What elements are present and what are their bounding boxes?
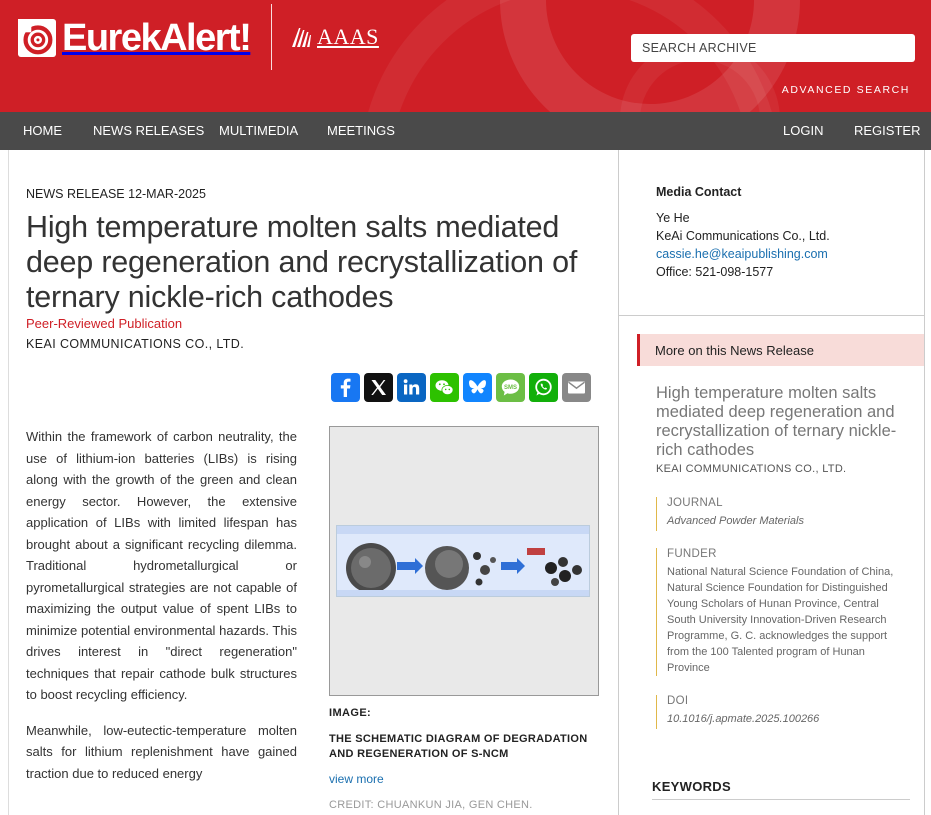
x-icon[interactable] [364,373,393,402]
sidebar-release-headline[interactable]: High temperature molten salts mediated deep regeneration and recrystallization of ternary nickle-rich cathodes [656,384,897,459]
bluesky-icon[interactable] [463,373,492,402]
funder-label: FUNDER [667,548,717,560]
article-paragraph: Meanwhile, low-eutectic-temperature molten salts for lithium replenishment have gained traction due to reduced energy [26,722,297,781]
contact-organization: KeAi Communications Co., Ltd. [656,229,830,243]
schematic-diagram-image [336,525,590,597]
sms-icon[interactable] [496,373,525,402]
schematic-diagram-graphic [337,526,590,597]
release-date: NEWS RELEASE 12-MAR-2025 [26,187,206,201]
image-credit: CREDIT: CHUANKUN JIA, GEN CHEN. [329,799,533,811]
view-more-link[interactable]: view more [329,772,384,786]
site-header [0,0,931,112]
search-archive-input[interactable] [631,34,915,62]
column-divider [618,150,619,815]
facebook-icon[interactable] [331,373,360,402]
share-bar [331,373,591,402]
svg-text:SMS: SMS [503,384,518,391]
sidebar-divider [619,315,924,316]
wechat-icon[interactable] [430,373,459,402]
article-organization: KEAI COMMUNICATIONS CO., LTD. [26,337,245,351]
article-body [26,426,297,798]
nav-multimedia[interactable]: MULTIMEDIA [219,123,299,138]
aaas-mark-icon [290,26,314,48]
page-border [8,150,9,815]
journal-label: JOURNAL [667,497,723,509]
nav-meetings[interactable]: MEETINGS [327,123,395,138]
image-caption: THE SCHEMATIC DIAGRAM OF DEGRADATION AND REGENERATION OF S-NCM [329,733,588,760]
contact-name: Ye He [656,211,690,225]
journal-value: Advanced Powder Materials [667,515,804,527]
journal-block [656,497,906,531]
more-on-release-title: More on this News Release [655,343,814,358]
linkedin-icon[interactable] [397,373,426,402]
keywords-heading: KEYWORDS [652,779,910,800]
contact-email-link[interactable]: cassie.he@keaipublishing.com [656,247,828,261]
nav-news-releases[interactable]: NEWS RELEASES [93,123,205,138]
article-paragraph: Within the framework of carbon neutrality, the use of lithium-ion batteries (LIBs) is rising along with the growth of the green and clean energy sector. However, the extensive application of LIBs with limited lifespan has brought about a significant recycling dilemma. Traditional hydrometallurgical or pyrometallurgical strategies are not capable of maximizing the output value of spent LIBs to minimize potential environmental hazards. This drives interest in "direct regeneration" techniques that repair cathode bulk structures to boost recycling efficiency. [26,429,297,702]
aaas-text: AAAS [317,24,379,49]
email-icon[interactable] [562,373,591,402]
advanced-search-link[interactable]: ADVANCED SEARCH [781,84,910,96]
nav-login[interactable]: LOGIN [783,123,824,138]
doi-value[interactable]: 10.1016/j.apmate.2025.100266 [667,713,820,725]
eurekalert-logo[interactable] [18,16,250,60]
media-contact-title: Media Contact [656,185,742,199]
logo-text: EurekAlert! [62,17,251,59]
doi-block [656,695,906,729]
nav-register[interactable]: REGISTER [854,123,921,138]
more-on-release-header [637,334,924,366]
image-label: IMAGE: [329,707,372,719]
page-border [924,150,925,815]
logo-divider [271,4,272,70]
contact-office: Office: 521-098-1577 [656,265,774,279]
sidebar-organization: KEAI COMMUNICATIONS CO., LTD. [656,463,847,475]
eurekalert-swirl-icon [18,19,56,57]
funder-block [656,548,906,676]
peer-reviewed-link[interactable]: Peer-Reviewed Publication [26,316,183,331]
nav-home[interactable]: HOME [23,123,62,138]
funder-value: National Natural Science Foundation of China, Natural Science Foundation for Distinguished Young Scholars of Hunan Province, Central South University Innovation-Driven Research Programme, G. C. acknowledges the support from the 100 Talented program of Hunan Province [667,566,894,674]
doi-label: DOI [667,695,689,707]
aaas-logo[interactable] [290,24,379,50]
article-title: High temperature molten salts mediated deep regeneration and recrystallization of ternary nickle-rich cathodes [26,210,578,314]
whatsapp-icon[interactable] [529,373,558,402]
main-nav [0,112,931,150]
article-image[interactable] [329,426,599,696]
